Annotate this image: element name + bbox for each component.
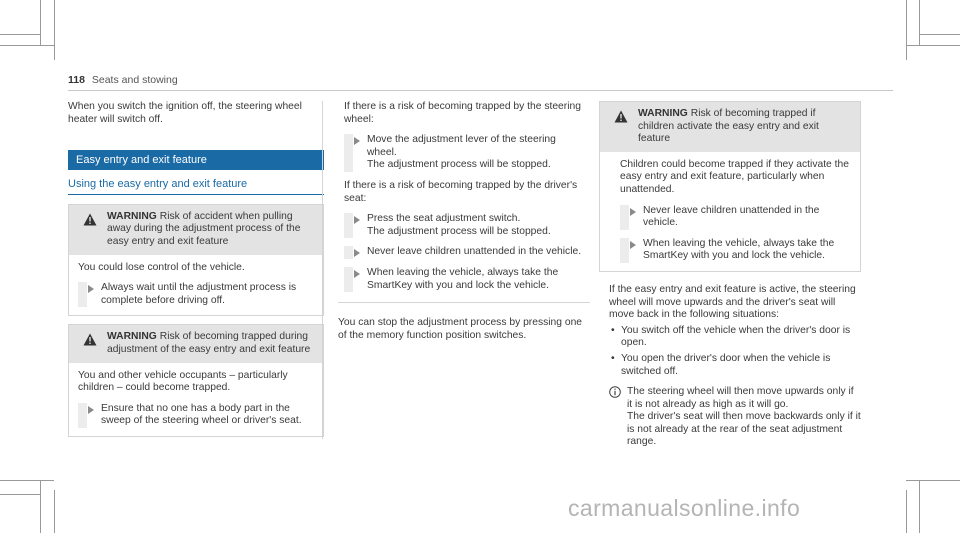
header-rule (68, 90, 893, 91)
warning-box-accident (68, 204, 324, 317)
info-icon (609, 386, 621, 398)
arrow-right-icon (354, 216, 360, 224)
step-result: The adjustment process will be stopped. (367, 159, 551, 171)
warning-triangle-icon (83, 333, 97, 346)
info-note (609, 386, 861, 449)
column-3 (599, 101, 861, 449)
step-item (620, 205, 851, 230)
paragraph: You can stop the adjustment process by pressing one of the memory function position switches. (338, 317, 583, 341)
crop-mark (906, 45, 960, 46)
arrow-right-icon (630, 241, 636, 249)
warning-box-children (599, 101, 861, 272)
step-text: Move the adjustment lever of the steering wheel. (367, 134, 556, 158)
subheading: Using the easy entry and exit feature (68, 178, 324, 195)
column-1 (68, 101, 324, 437)
page-number: 118 (68, 74, 85, 86)
step-item (78, 403, 314, 428)
list-item-text: • You switch off the vehicle when the driver's door is open. (621, 324, 851, 349)
column-divider (322, 101, 323, 439)
step-text: Ensure that no one has a body part in the sweep of the steering wheel or driver's seat. (101, 402, 302, 427)
list-item (609, 353, 861, 378)
warning-title: Risk of accident when pulling away during the adjustment process of the easy entry and exit feature (107, 210, 301, 247)
step-item (344, 134, 584, 172)
paragraph: If there is a risk of becoming trapped by the steering wheel: (344, 101, 581, 125)
step-text: Never leave children unattended in the vehicle. (367, 246, 582, 258)
step-item (344, 267, 584, 292)
warning-continuation (338, 101, 590, 303)
crop-mark (919, 480, 920, 533)
step-text: When leaving the vehicle, always take the SmartKey with you and lock the vehicle. (367, 266, 559, 291)
warning-title: Risk of becoming trapped if children activate the easy entry and exit feature (638, 108, 819, 145)
crop-mark (54, 0, 55, 60)
step-text: Never leave children unattended in the vehicle. (643, 204, 820, 229)
arrow-right-icon (354, 249, 360, 257)
step-item (620, 238, 851, 263)
list-item (609, 325, 861, 350)
crop-mark (0, 480, 54, 481)
crop-mark (0, 34, 40, 35)
warning-body (69, 255, 323, 316)
arrow-right-icon (354, 270, 360, 278)
column-2 (338, 101, 590, 342)
info-text: The driver's seat will then move backwards only if it is not already at the rear of the seat adjustment range. (627, 411, 861, 448)
intro-paragraph: When you switch the ignition off, the steering wheel heater will switch off. (68, 101, 302, 125)
crop-mark (0, 45, 54, 46)
warning-box-trapped (68, 324, 324, 437)
section-heading: Easy entry and exit feature (68, 150, 324, 170)
arrow-right-icon (88, 285, 94, 293)
warning-text: Children could become trapped if they activate the easy entry and exit feature, particularly when unattended. (620, 158, 849, 195)
crop-mark (919, 0, 920, 45)
warning-text: You could lose control of the vehicle. (78, 261, 245, 273)
crop-mark (40, 0, 41, 45)
warning-header (69, 325, 323, 362)
crop-mark (906, 0, 907, 60)
step-text: When leaving the vehicle, always take the SmartKey with you and lock the vehicle. (643, 237, 835, 262)
crop-mark (54, 490, 55, 533)
crop-mark (906, 480, 960, 481)
paragraph: If the easy entry and exit feature is active, the steering wheel will move upwards and the driver's seat will move back in the following situations: (609, 283, 856, 321)
running-title: Seats and stowing (91, 74, 178, 86)
step-result: The adjustment process will be stopped. (367, 225, 551, 237)
warning-header (600, 102, 860, 152)
paragraph: If there is a risk of becoming trapped by the driver's seat: (344, 179, 578, 204)
step-text: Always wait until the adjustment process is complete before driving off. (101, 282, 297, 306)
warning-triangle-icon (83, 213, 97, 226)
crop-mark (919, 34, 960, 35)
list-item-text: • You open the driver's door when the vehicle is switched off. (621, 352, 831, 377)
warning-body (600, 152, 860, 271)
warning-text: You and other vehicle occupants – particularly children – could become trapped. (78, 369, 288, 394)
page-header (68, 74, 178, 87)
warning-label: WARNING (638, 108, 688, 119)
step-item (344, 213, 584, 238)
warning-body (69, 363, 323, 436)
watermark: carmanualsonline.info (568, 495, 801, 521)
warning-label: WARNING (107, 331, 157, 343)
info-text: The steering wheel will then move upwards only if it is not already as high as it will go. (627, 386, 854, 410)
warning-title: Risk of becoming trapped during adjustment of the easy entry and exit feature (107, 331, 311, 355)
crop-mark (40, 480, 41, 533)
arrow-right-icon (88, 406, 94, 414)
arrow-right-icon (354, 137, 360, 145)
warning-triangle-icon (614, 110, 628, 123)
crop-mark (0, 494, 40, 495)
crop-mark (906, 490, 907, 533)
step-text: Press the seat adjustment switch. (367, 213, 521, 225)
warning-header (69, 205, 323, 255)
step-item (78, 282, 314, 307)
step-item (344, 246, 584, 259)
warning-label: WARNING (107, 210, 157, 222)
arrow-right-icon (630, 208, 636, 216)
